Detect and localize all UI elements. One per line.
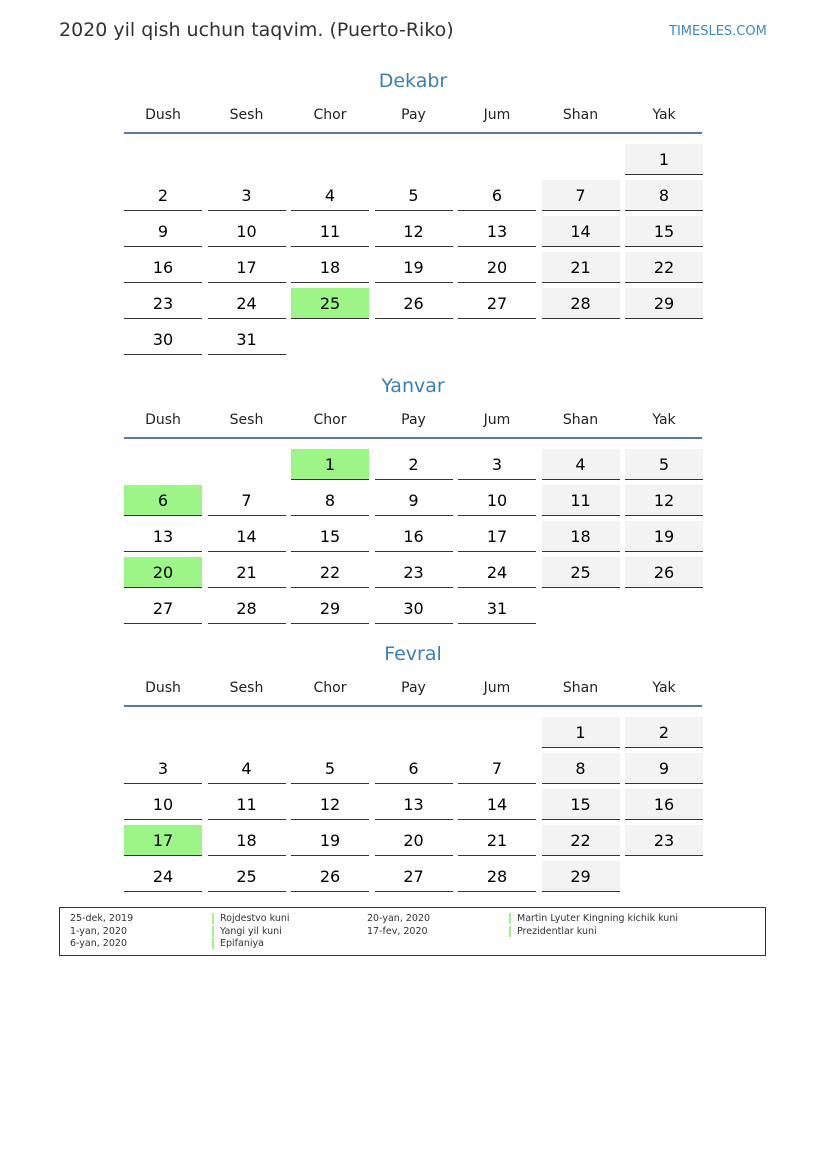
day-cell[interactable]: 1 [625, 144, 703, 175]
day-cell[interactable]: 17 [208, 252, 286, 283]
day-cell[interactable]: 24 [208, 288, 286, 319]
day-cell[interactable]: 5 [375, 180, 453, 211]
legend-holiday-name: Epifaniya [212, 938, 264, 949]
day-cell[interactable]: 4 [208, 753, 286, 784]
day-cell[interactable]: 2 [375, 449, 453, 480]
day-cell[interactable]: 2 [625, 717, 703, 748]
day-cell[interactable]: 5 [625, 449, 703, 480]
day-cell[interactable]: 10 [208, 216, 286, 247]
weekday-label: Yak [652, 680, 676, 696]
weekday-label: Sesh [229, 107, 264, 123]
holiday-legend [59, 907, 766, 956]
day-cell[interactable]: 9 [625, 753, 703, 784]
day-cell[interactable]: 22 [625, 252, 703, 283]
weekday-label: Yak [652, 412, 676, 428]
month-title: Dekabr [378, 70, 448, 92]
day-cell[interactable]: 22 [291, 557, 369, 588]
day-cell[interactable]: 13 [458, 216, 536, 247]
legend-date: 20-yan, 2020 [367, 913, 431, 924]
day-cell[interactable]: 26 [625, 557, 703, 588]
day-cell[interactable]: 25 [208, 861, 286, 892]
day-cell[interactable]: 4 [542, 449, 620, 480]
day-cell[interactable]: 21 [458, 825, 536, 856]
day-cell[interactable]: 21 [208, 557, 286, 588]
day-cell[interactable]: 19 [375, 252, 453, 283]
page-title: 2020 yil qish uchun taqvim. (Puerto-Riko) [59, 19, 454, 41]
day-cell[interactable]: 20 [375, 825, 453, 856]
day-cell[interactable]: 27 [375, 861, 453, 892]
day-cell[interactable]: 14 [542, 216, 620, 247]
day-cell[interactable]: 7 [542, 180, 620, 211]
day-cell[interactable]: 27 [124, 593, 202, 624]
day-cell[interactable]: 18 [542, 521, 620, 552]
month-title: Yanvar [381, 375, 445, 397]
day-cell[interactable]: 23 [375, 557, 453, 588]
weekday-label: Dush [145, 107, 181, 123]
day-cell[interactable]: 24 [458, 557, 536, 588]
weekday-label: Sesh [229, 412, 264, 428]
day-cell[interactable]: 16 [375, 521, 453, 552]
weekday-label: Chor [313, 680, 347, 696]
weekday-label: Yak [652, 107, 676, 123]
day-cell[interactable]: 30 [124, 324, 202, 355]
day-cell[interactable]: 17 [124, 825, 202, 856]
weekday-label: Jum [483, 412, 511, 428]
day-cell[interactable]: 6 [124, 485, 202, 516]
day-cell[interactable]: 11 [291, 216, 369, 247]
weekday-header [124, 680, 702, 702]
day-cell[interactable]: 3 [208, 180, 286, 211]
day-cell[interactable]: 12 [291, 789, 369, 820]
day-cell[interactable]: 24 [124, 861, 202, 892]
site-link[interactable]: TIMESLES.COM [669, 24, 767, 39]
day-cell[interactable]: 25 [291, 288, 369, 319]
month-2 [124, 643, 702, 903]
day-cell[interactable]: 15 [291, 521, 369, 552]
day-cell[interactable]: 13 [124, 521, 202, 552]
day-cell[interactable]: 18 [291, 252, 369, 283]
day-cell[interactable]: 4 [291, 180, 369, 211]
legend-date: 25-dek, 2019 [70, 913, 134, 924]
day-cell[interactable]: 12 [625, 485, 703, 516]
day-cell[interactable]: 18 [208, 825, 286, 856]
weekday-label: Jum [483, 680, 511, 696]
day-cell[interactable]: 12 [375, 216, 453, 247]
header-rule [124, 437, 702, 439]
month-0 [124, 70, 702, 349]
day-cell[interactable]: 27 [458, 288, 536, 319]
day-cell[interactable]: 7 [208, 485, 286, 516]
weekday-label: Chor [313, 412, 347, 428]
day-cell[interactable]: 19 [291, 825, 369, 856]
day-cell[interactable]: 16 [124, 252, 202, 283]
day-cell[interactable]: 28 [208, 593, 286, 624]
day-cell[interactable]: 3 [124, 753, 202, 784]
legend-holiday-name: Rojdestvo kuni [212, 913, 290, 924]
day-cell[interactable]: 31 [208, 324, 286, 355]
day-cell[interactable]: 11 [542, 485, 620, 516]
weekday-label: Shan [562, 680, 599, 696]
header-rule [124, 705, 702, 707]
day-cell[interactable]: 22 [542, 825, 620, 856]
weekday-label: Dush [145, 680, 181, 696]
legend-holiday-name: Prezidentlar kuni [509, 926, 597, 937]
day-cell[interactable]: 2 [124, 180, 202, 211]
day-cell[interactable]: 20 [124, 557, 202, 588]
legend-holiday-name: Martin Lyuter Kingning kichik kuni [509, 913, 678, 924]
day-cell[interactable]: 10 [458, 485, 536, 516]
legend-date: 1-yan, 2020 [70, 926, 127, 937]
day-cell[interactable]: 17 [458, 521, 536, 552]
day-cell[interactable]: 11 [208, 789, 286, 820]
day-cell[interactable]: 6 [458, 180, 536, 211]
day-cell[interactable]: 8 [542, 753, 620, 784]
day-cell[interactable]: 8 [291, 485, 369, 516]
day-cell[interactable]: 19 [625, 521, 703, 552]
day-cell[interactable]: 26 [291, 861, 369, 892]
weekday-header [124, 107, 702, 129]
day-cell[interactable]: 7 [458, 753, 536, 784]
legend-date: 6-yan, 2020 [70, 938, 127, 949]
header-rule [124, 132, 702, 134]
legend-date: 17-fev, 2020 [367, 926, 428, 937]
month-title: Fevral [384, 643, 442, 665]
weekday-label: Shan [562, 107, 599, 123]
legend-holiday-name: Yangi yil kuni [212, 926, 282, 937]
day-cell[interactable]: 1 [291, 449, 369, 480]
day-cell[interactable]: 15 [542, 789, 620, 820]
day-cell[interactable]: 10 [124, 789, 202, 820]
weekday-label: Sesh [229, 680, 264, 696]
day-cell[interactable]: 29 [542, 861, 620, 892]
day-cell[interactable]: 31 [458, 593, 536, 624]
day-cell[interactable]: 9 [124, 216, 202, 247]
weekday-label: Pay [401, 412, 426, 428]
day-cell[interactable]: 13 [375, 789, 453, 820]
weekday-label: Dush [145, 412, 181, 428]
weekday-header [124, 412, 702, 434]
day-cell[interactable]: 3 [458, 449, 536, 480]
day-cell[interactable]: 14 [208, 521, 286, 552]
day-cell[interactable]: 16 [625, 789, 703, 820]
day-cell[interactable]: 20 [458, 252, 536, 283]
day-cell[interactable]: 28 [542, 288, 620, 319]
day-cell[interactable]: 29 [625, 288, 703, 319]
weekday-label: Jum [483, 107, 511, 123]
day-cell[interactable]: 5 [291, 753, 369, 784]
day-cell[interactable]: 25 [542, 557, 620, 588]
day-cell[interactable]: 14 [458, 789, 536, 820]
day-cell[interactable]: 26 [375, 288, 453, 319]
day-cell[interactable]: 6 [375, 753, 453, 784]
day-cell[interactable]: 8 [625, 180, 703, 211]
day-cell[interactable]: 30 [375, 593, 453, 624]
day-cell[interactable]: 9 [375, 485, 453, 516]
month-1 [124, 375, 702, 635]
day-cell[interactable]: 28 [458, 861, 536, 892]
weekday-label: Pay [401, 680, 426, 696]
day-cell[interactable]: 21 [542, 252, 620, 283]
day-cell[interactable]: 23 [625, 825, 703, 856]
day-cell[interactable]: 23 [124, 288, 202, 319]
day-cell[interactable]: 15 [625, 216, 703, 247]
weekday-label: Shan [562, 412, 599, 428]
weekday-label: Chor [313, 107, 347, 123]
day-cell[interactable]: 29 [291, 593, 369, 624]
day-cell[interactable]: 1 [542, 717, 620, 748]
weekday-label: Pay [401, 107, 426, 123]
